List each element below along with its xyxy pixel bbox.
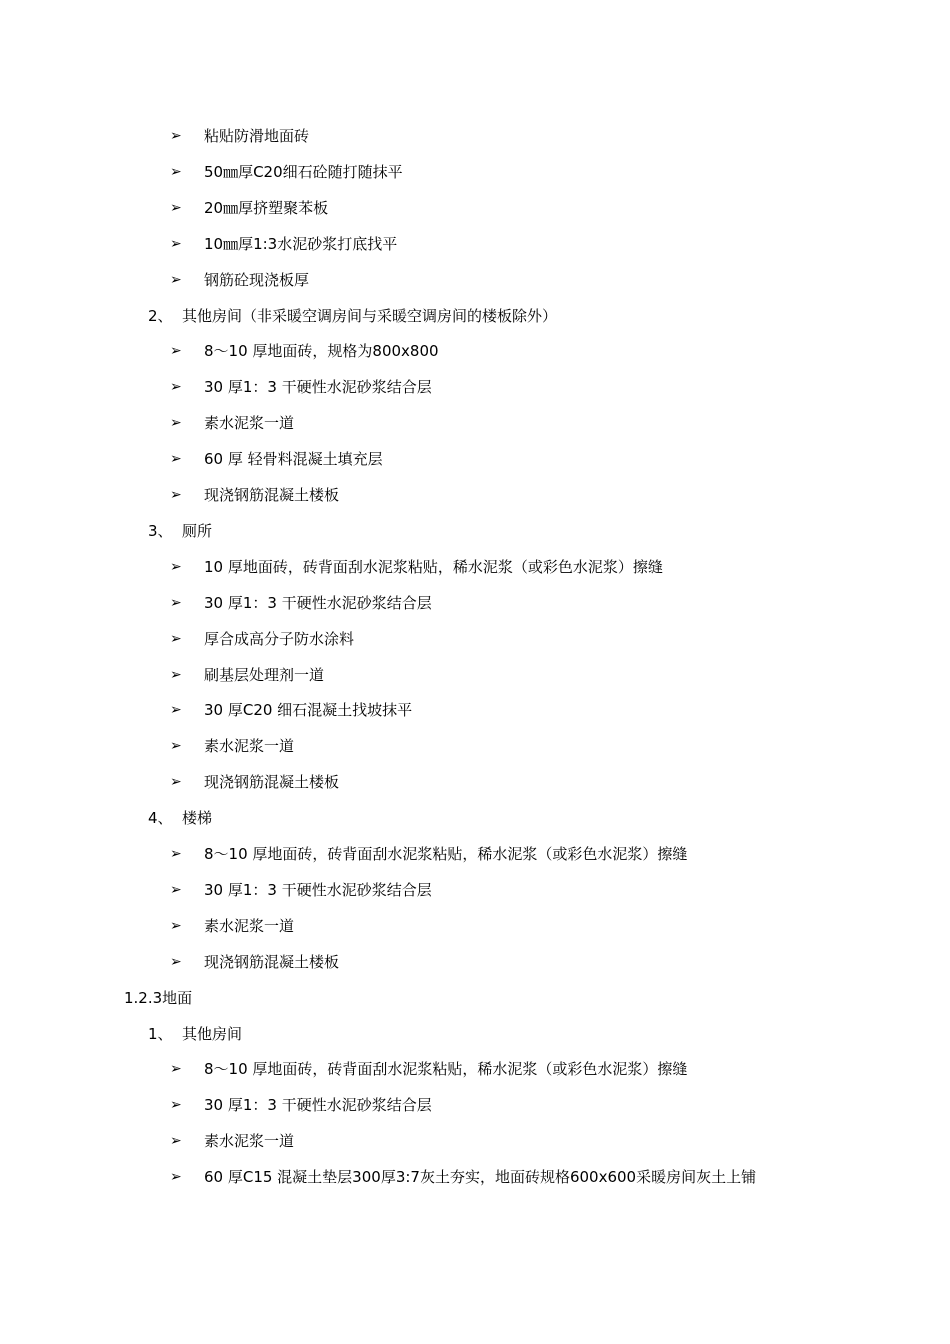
bullet-item-text: 钢筋砼现浇板厚	[204, 271, 310, 289]
bullet-item-text: 50㎜厚C20细石砼随打随抹平	[204, 163, 403, 181]
arrow-bullet-icon: ➢	[170, 236, 182, 252]
arrow-bullet-icon: ➢	[170, 595, 182, 611]
arrow-bullet-icon: ➢	[170, 559, 182, 575]
section-number: 3、	[148, 522, 173, 540]
bullet-item-text: 粘贴防滑地面砖	[204, 127, 310, 145]
bullet-item-text: 8～10 厚地面砖，砖背面刮水泥浆粘贴，稀水泥浆（或彩色水泥浆）擦缝	[204, 1060, 688, 1078]
arrow-bullet-icon: ➢	[170, 774, 182, 790]
bullet-item-text: 30 厚1：3 干硬性水泥砂浆结合层	[204, 594, 432, 612]
bullet-item-text: 现浇钢筋混凝土楼板	[204, 486, 340, 504]
arrow-bullet-icon: ➢	[170, 631, 182, 647]
bullet-item-text: 刷基层处理剂一道	[204, 666, 325, 684]
arrow-bullet-icon: ➢	[170, 1169, 182, 1185]
bullet-item-text: 10 厚地面砖，砖背面刮水泥浆粘贴，稀水泥浆（或彩色水泥浆）擦缝	[204, 558, 663, 576]
bullet-item-text: 20㎜厚挤塑聚苯板	[204, 199, 329, 217]
arrow-bullet-icon: ➢	[170, 702, 182, 718]
arrow-bullet-icon: ➢	[170, 487, 182, 503]
bullet-item-text: 8～10 厚地面砖，规格为800x800	[204, 342, 439, 360]
section-title: 其他房间	[182, 1025, 243, 1043]
section-number: 2、	[148, 307, 173, 325]
arrow-bullet-icon: ➢	[170, 379, 182, 395]
arrow-bullet-icon: ➢	[170, 164, 182, 180]
arrow-bullet-icon: ➢	[170, 954, 182, 970]
section-title: 厕所	[182, 522, 213, 540]
bullet-item-text: 60 厚 轻骨料混凝土填充层	[204, 450, 383, 468]
bullet-item-text: 60 厚C15 混凝土垫层300厚3:7灰土夯实，地面砖规格600x600采暖房间灰土上铺	[204, 1168, 757, 1186]
bullet-item-text: 素水泥浆一道	[204, 917, 295, 935]
arrow-bullet-icon: ➢	[170, 1061, 182, 1077]
arrow-bullet-icon: ➢	[170, 451, 182, 467]
bullet-item-text: 素水泥浆一道	[204, 414, 295, 432]
bullet-item-text: 30 厚1：3 干硬性水泥砂浆结合层	[204, 378, 432, 396]
arrow-bullet-icon: ➢	[170, 667, 182, 683]
arrow-bullet-icon: ➢	[170, 343, 182, 359]
arrow-bullet-icon: ➢	[170, 272, 182, 288]
section-title: 其他房间（非采暖空调房间与采暖空调房间的楼板除外）	[182, 307, 558, 325]
bullet-item-text: 8～10 厚地面砖，砖背面刮水泥浆粘贴，稀水泥浆（或彩色水泥浆）擦缝	[204, 845, 688, 863]
bullet-item-text: 厚合成高分子防水涂料	[204, 630, 355, 648]
arrow-bullet-icon: ➢	[170, 200, 182, 216]
arrow-bullet-icon: ➢	[170, 415, 182, 431]
bullet-item-text: 现浇钢筋混凝土楼板	[204, 953, 340, 971]
section-number: 4、	[148, 809, 173, 827]
arrow-bullet-icon: ➢	[170, 1097, 182, 1113]
subsection-heading: 1.2.3地面	[124, 989, 193, 1007]
bullet-item-text: 30 厚1：3 干硬性水泥砂浆结合层	[204, 1096, 432, 1114]
bullet-item-text: 现浇钢筋混凝土楼板	[204, 773, 340, 791]
arrow-bullet-icon: ➢	[170, 128, 182, 144]
arrow-bullet-icon: ➢	[170, 846, 182, 862]
arrow-bullet-icon: ➢	[170, 1133, 182, 1149]
bullet-item-text: 30 厚1：3 干硬性水泥砂浆结合层	[204, 881, 432, 899]
bullet-item-text: 30 厚C20 细石混凝土找坡抹平	[204, 701, 413, 719]
arrow-bullet-icon: ➢	[170, 918, 182, 934]
section-title: 楼梯	[182, 809, 213, 827]
arrow-bullet-icon: ➢	[170, 738, 182, 754]
bullet-item-text: 10㎜厚1:3水泥砂浆打底找平	[204, 235, 398, 253]
arrow-bullet-icon: ➢	[170, 882, 182, 898]
section-number: 1、	[148, 1025, 173, 1043]
bullet-item-text: 素水泥浆一道	[204, 737, 295, 755]
bullet-item-text: 素水泥浆一道	[204, 1132, 295, 1150]
